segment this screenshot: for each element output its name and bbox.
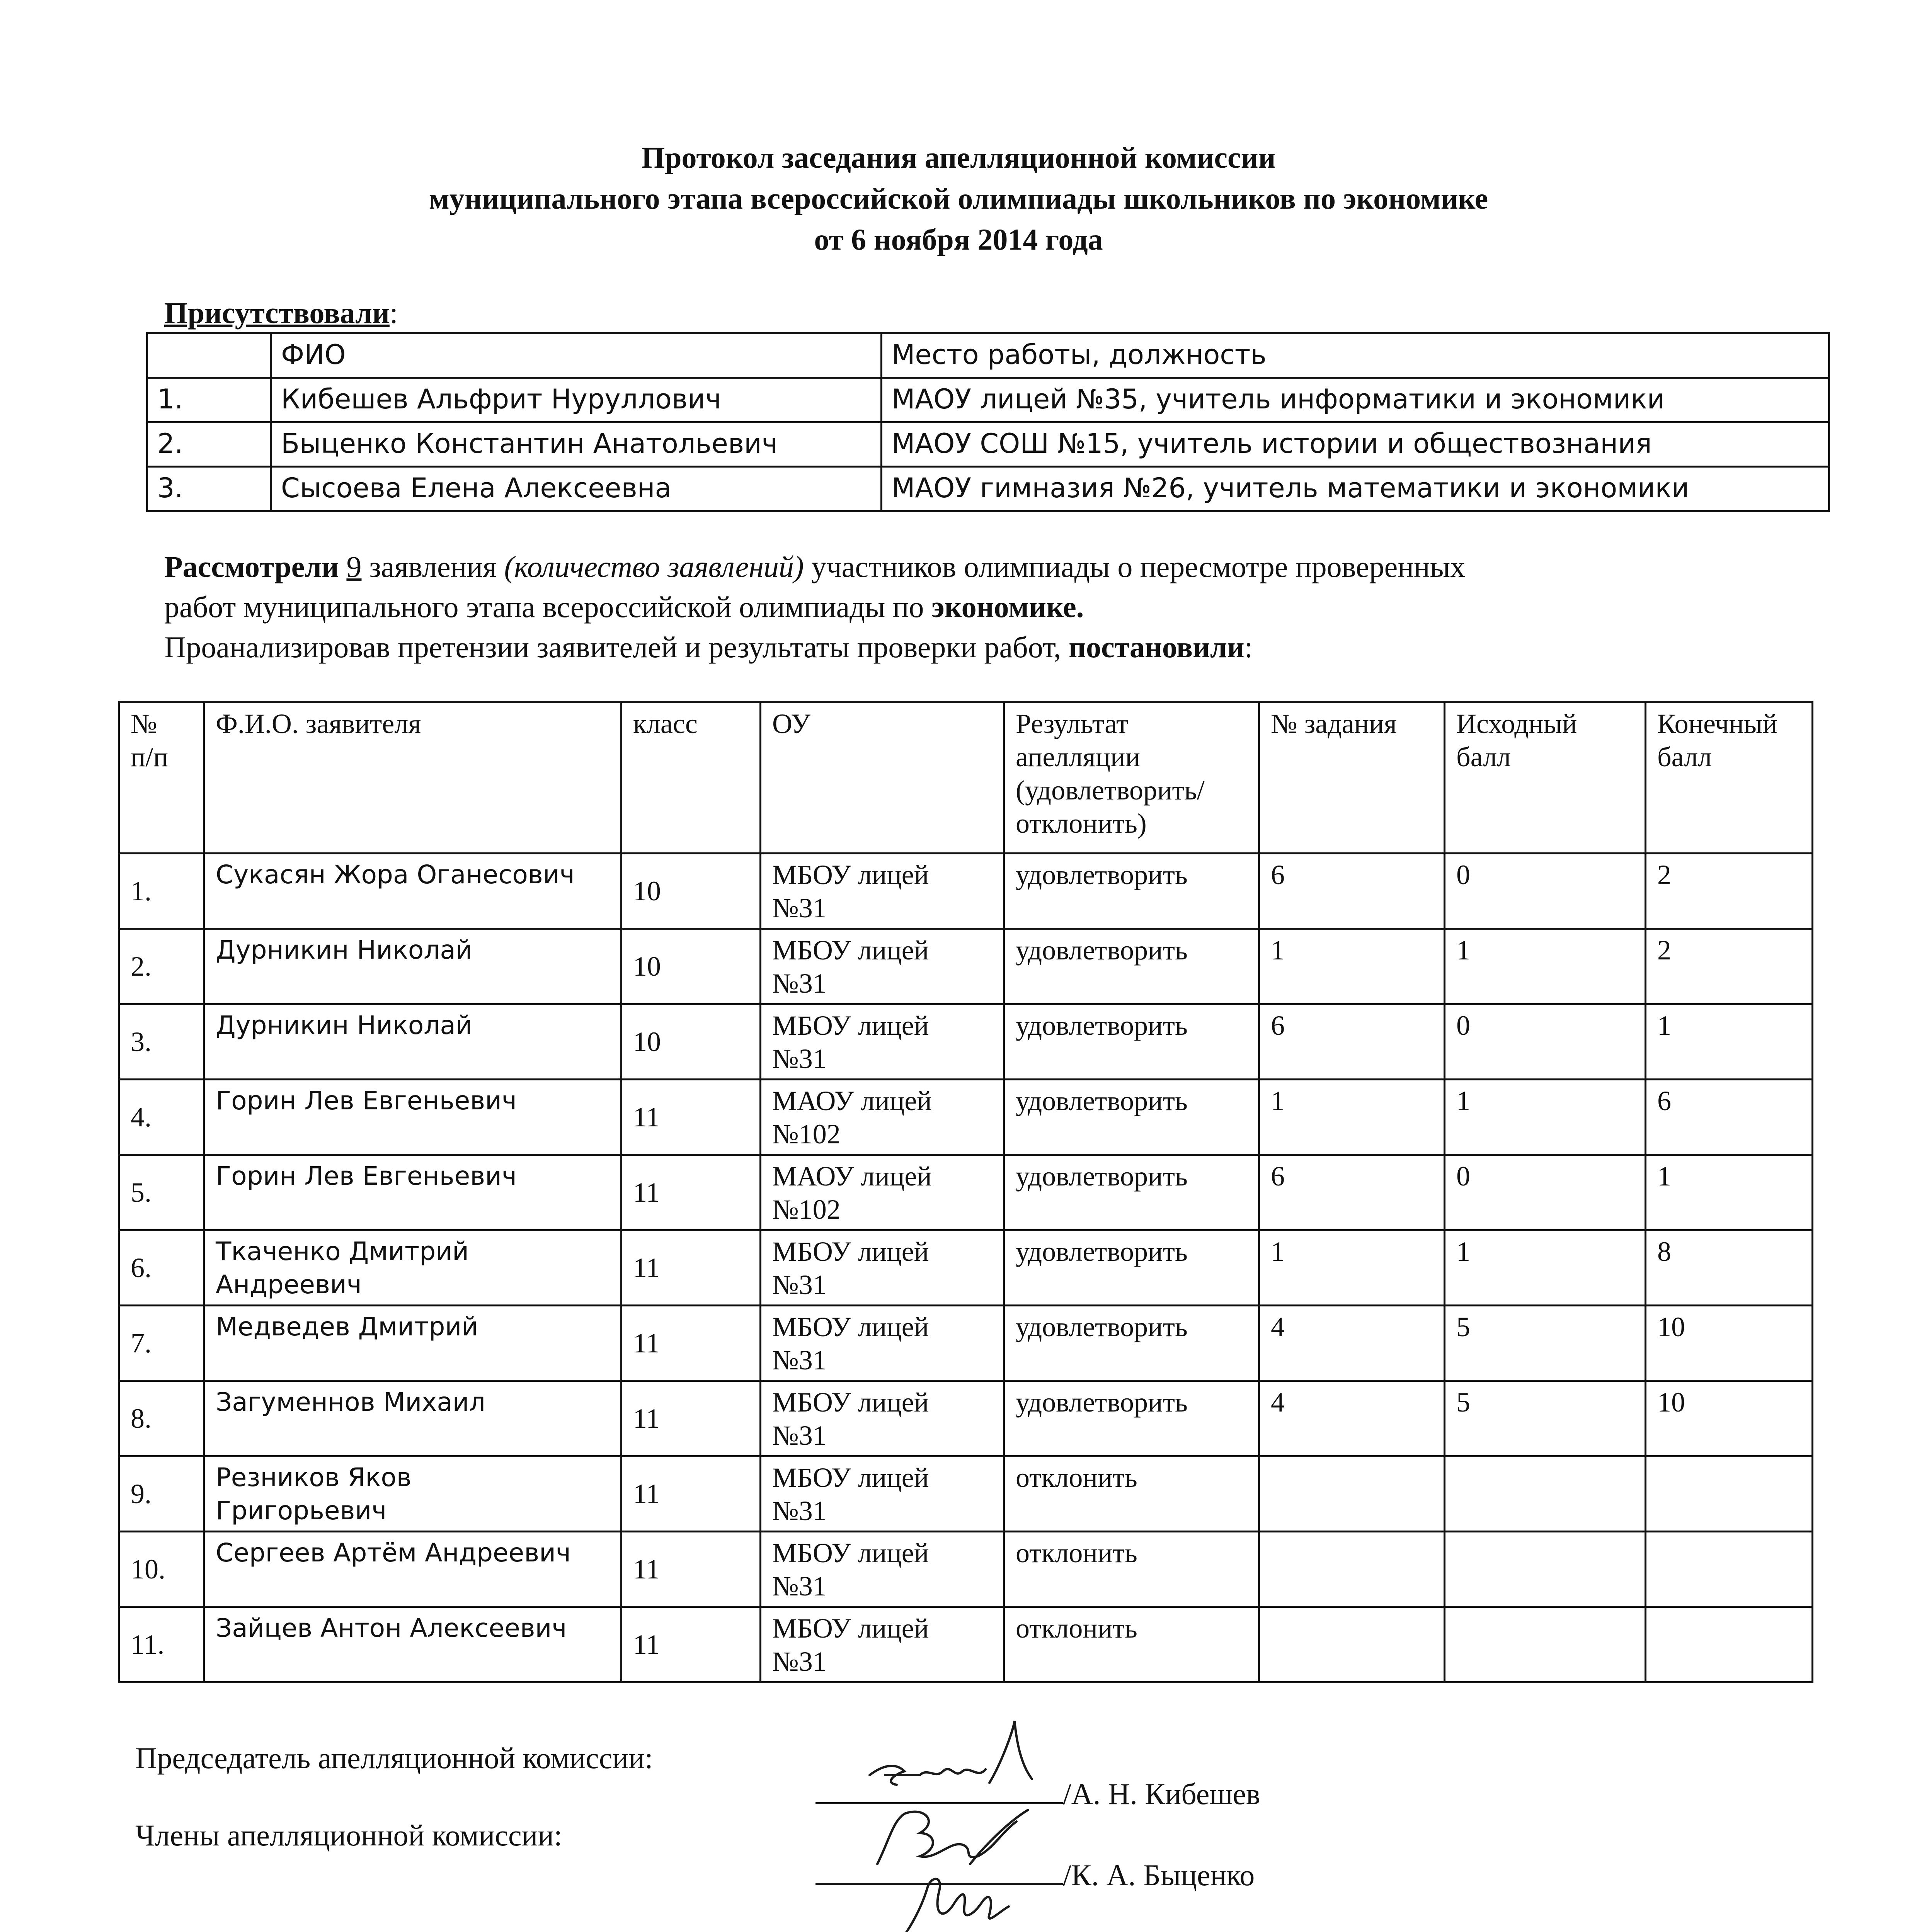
header-text: п/п [131, 742, 169, 772]
row-result [1004, 1607, 1259, 1682]
title-line-2: муниципального этапа всероссийской олимпиады школьников по экономике [429, 182, 1488, 215]
title-line-3: от 6 ноября 2014 года [814, 223, 1103, 256]
row-task-text: 6 [1271, 1161, 1285, 1192]
row-initial-score [1445, 929, 1646, 1004]
row-school-text: МАОУ лицей [772, 1161, 932, 1192]
row-task [1259, 1080, 1445, 1155]
row-num [119, 1080, 204, 1155]
applicant-name [204, 1456, 621, 1532]
applicant-name [204, 1155, 621, 1230]
row-school-text: №31 [772, 1646, 827, 1677]
row-result [1004, 1306, 1259, 1381]
row-initial-score-text: 1 [1456, 1085, 1470, 1116]
row-result [1004, 1080, 1259, 1155]
row-task [1259, 1306, 1445, 1381]
row-task-text: 4 [1271, 1387, 1285, 1418]
applicant-name-text: Сукасян Жора Оганесович [216, 860, 575, 889]
row-grade [621, 1306, 761, 1381]
review-line-3 [164, 627, 1865, 667]
row-school [761, 1004, 1004, 1080]
member-work: МАОУ лицей №35, учитель информатики и экономики [882, 378, 1829, 422]
row-initial-score [1445, 1532, 1646, 1607]
row-school [761, 854, 1004, 929]
row-initial-score-text: 0 [1456, 1161, 1470, 1192]
col-result-header [1004, 702, 1259, 854]
row-final-score-text: 1 [1657, 1161, 1671, 1192]
row-initial-score [1445, 1004, 1646, 1080]
attendance-label-text: Присутствовали [164, 296, 390, 330]
row-grade-text: 11 [633, 1554, 660, 1585]
row-initial-score [1445, 1230, 1646, 1306]
applicant-name-text: Андреевич [216, 1270, 362, 1299]
row-result [1004, 1155, 1259, 1230]
applicant-name [204, 1306, 621, 1381]
row-school-text: №31 [772, 893, 827, 923]
applicant-name-text: Дурникин Николай [216, 1010, 472, 1040]
row-num-text: 10. [131, 1554, 165, 1585]
row-school-text: №102 [772, 1119, 841, 1150]
row-result-text: удовлетворить [1016, 1236, 1188, 1267]
row-result [1004, 929, 1259, 1004]
row-school-text: МБОУ лицей [772, 1462, 929, 1493]
row-initial-score-text: 1 [1456, 935, 1470, 966]
table-row [119, 1607, 1813, 1682]
table-row [119, 1080, 1813, 1155]
col-task-header: № задания [1259, 702, 1445, 854]
row-school-text: №31 [772, 1420, 827, 1451]
col-final-header [1646, 702, 1813, 854]
row-school-text: №31 [772, 1269, 827, 1300]
applicant-name [204, 1607, 621, 1682]
row-num-text: 11. [131, 1629, 165, 1660]
row-school [761, 1607, 1004, 1682]
row-num [119, 1306, 204, 1381]
row-num-text: 8. [131, 1403, 152, 1434]
header-text: Результат [1016, 708, 1129, 739]
members-row [147, 378, 1829, 422]
row-grade [621, 1456, 761, 1532]
applications-count: 9 [346, 550, 362, 583]
applicant-name-text: Сергеев Артём Андреевич [216, 1538, 571, 1568]
row-school [761, 929, 1004, 1004]
table-row [119, 1306, 1813, 1381]
row-task [1259, 1155, 1445, 1230]
table-row [119, 1532, 1813, 1607]
member-name: Кибешев Альфрит Нуруллович [271, 378, 882, 422]
row-num-text: 7. [131, 1328, 152, 1359]
attendance-label [164, 294, 398, 332]
table-row [119, 854, 1813, 929]
review-bold: Рассмотрели [164, 550, 339, 583]
header-text: балл [1657, 742, 1712, 772]
row-grade-text: 11 [633, 1252, 660, 1283]
row-final-score-text: 6 [1657, 1085, 1671, 1116]
row-result [1004, 854, 1259, 929]
applicant-name-text: Медведев Дмитрий [216, 1312, 478, 1342]
results-body [119, 854, 1813, 1682]
row-result [1004, 1004, 1259, 1080]
row-final-score [1646, 1532, 1813, 1607]
review-text: Проанализировав претензии заявителей и результаты проверки работ, [164, 630, 1069, 664]
row-final-score [1646, 1306, 1813, 1381]
row-num-text: 3. [131, 1026, 152, 1057]
row-initial-score-text: 1 [1456, 1236, 1470, 1267]
row-final-score [1646, 1080, 1813, 1155]
applicant-name [204, 1532, 621, 1607]
table-row [119, 1155, 1813, 1230]
row-initial-score [1445, 1306, 1646, 1381]
row-final-score-text: 2 [1657, 935, 1671, 966]
header-text: Исходный [1456, 708, 1577, 739]
row-grade-text: 11 [633, 1177, 660, 1208]
row-school [761, 1155, 1004, 1230]
decision-word: постановили [1069, 630, 1245, 664]
row-initial-score [1445, 1080, 1646, 1155]
row-grade [621, 1381, 761, 1456]
member2-signature [862, 1868, 1063, 1932]
row-initial-score [1445, 1456, 1646, 1532]
row-result-text: удовлетворить [1016, 1010, 1188, 1041]
applicant-name [204, 929, 621, 1004]
row-num [119, 1230, 204, 1306]
row-task [1259, 1607, 1445, 1682]
row-num [119, 1607, 204, 1682]
row-grade-text: 10 [633, 951, 661, 982]
row-school-text: МБОУ лицей [772, 1311, 929, 1342]
row-result-text: удовлетворить [1016, 1311, 1188, 1342]
row-result-text: отклонить [1016, 1537, 1137, 1568]
row-num [119, 1456, 204, 1532]
row-school-text: МБОУ лицей [772, 935, 929, 966]
row-result [1004, 1456, 1259, 1532]
row-result-text: удовлетворить [1016, 1085, 1188, 1116]
row-school [761, 1532, 1004, 1607]
row-school-text: МБОУ лицей [772, 1010, 929, 1041]
row-result-text: удовлетворить [1016, 935, 1188, 966]
row-num-text: 4. [131, 1102, 152, 1133]
applicant-name-text: Ткаченко Дмитрий [216, 1236, 469, 1266]
row-final-score [1646, 1381, 1813, 1456]
applicant-name [204, 1230, 621, 1306]
applicant-name-text: Резников Яков [216, 1463, 412, 1492]
col-school-header: ОУ [761, 702, 1004, 854]
row-num-text: 6. [131, 1252, 152, 1283]
review-text: заявления [361, 550, 504, 583]
row-final-score [1646, 1456, 1813, 1532]
row-initial-score-text: 0 [1456, 859, 1470, 890]
row-grade [621, 1155, 761, 1230]
members-row [147, 422, 1829, 467]
row-final-score-text: 2 [1657, 859, 1671, 890]
table-row [119, 1230, 1813, 1306]
col-name-header: Ф.И.О. заявителя [204, 702, 621, 854]
row-final-score [1646, 929, 1813, 1004]
header-text: № [131, 708, 157, 739]
row-school-text: МБОУ лицей [772, 1537, 929, 1568]
row-school-text: №31 [772, 1571, 827, 1602]
row-result-text: удовлетворить [1016, 1161, 1188, 1192]
applicant-name-text: Горин Лев Евгеньевич [216, 1086, 517, 1116]
applicant-name [204, 1381, 621, 1456]
row-grade-text: 11 [633, 1478, 660, 1509]
table-row [119, 929, 1813, 1004]
row-task-text: 1 [1271, 1236, 1285, 1267]
row-initial-score [1445, 854, 1646, 929]
row-result [1004, 1381, 1259, 1456]
row-school-text: МБОУ лицей [772, 859, 929, 890]
row-initial-score-text: 5 [1456, 1387, 1470, 1418]
header-text: Конечный [1657, 708, 1777, 739]
members-label: Члены апелляционной комиссии: [135, 1818, 562, 1852]
col-num-header [119, 702, 204, 854]
member-num: 2. [147, 422, 271, 467]
row-school [761, 1381, 1004, 1456]
row-grade [621, 1532, 761, 1607]
subject-name: экономике. [931, 590, 1084, 624]
row-school [761, 1080, 1004, 1155]
row-result-text: отклонить [1016, 1613, 1137, 1644]
header-text: апелляции [1016, 742, 1141, 772]
row-final-score [1646, 1230, 1813, 1306]
row-final-score-text: 1 [1657, 1010, 1671, 1041]
row-num-text: 1. [131, 876, 152, 906]
chair-signature [862, 1717, 1063, 1806]
row-task-text: 4 [1271, 1311, 1285, 1342]
row-final-score [1646, 1607, 1813, 1682]
row-school [761, 1456, 1004, 1532]
table-row [119, 1004, 1813, 1080]
row-grade-text: 11 [633, 1328, 660, 1359]
member-num: 3. [147, 467, 271, 511]
row-num [119, 929, 204, 1004]
row-task [1259, 929, 1445, 1004]
row-grade [621, 929, 761, 1004]
row-result [1004, 1230, 1259, 1306]
row-school-text: №31 [772, 1495, 827, 1526]
review-line-1 [164, 547, 1865, 587]
row-grade-text: 10 [633, 1026, 661, 1057]
row-task-text: 1 [1271, 935, 1285, 966]
row-final-score [1646, 1155, 1813, 1230]
header-text: балл [1456, 742, 1511, 772]
row-school-text: МБОУ лицей [772, 1613, 929, 1644]
row-result [1004, 1532, 1259, 1607]
header-text: (удовлетворить/ [1016, 775, 1205, 806]
review-italic: (количество заявлений) [504, 550, 804, 583]
member-work: МАОУ СОШ №15, учитель истории и обществознания [882, 422, 1829, 467]
row-task-text: 6 [1271, 1010, 1285, 1041]
attendance-label-colon: : [389, 296, 398, 330]
row-grade [621, 1607, 761, 1682]
review-colon: : [1244, 630, 1253, 664]
row-school-text: №102 [772, 1194, 841, 1225]
row-school [761, 1230, 1004, 1306]
row-task [1259, 1381, 1445, 1456]
commission-members-table [146, 332, 1830, 512]
applicant-name [204, 854, 621, 929]
row-num [119, 1155, 204, 1230]
members-col-num [147, 333, 271, 378]
applicant-name-text: Зайцев Антон Алексеевич [216, 1613, 567, 1643]
row-grade-text: 10 [633, 876, 661, 906]
chair-label: Председатель апелляционной комиссии: [135, 1741, 653, 1775]
row-grade [621, 1080, 761, 1155]
row-task [1259, 1230, 1445, 1306]
member-name: Быценко Константин Анатольевич [271, 422, 882, 467]
row-grade [621, 1230, 761, 1306]
row-num [119, 854, 204, 929]
chair-name: /А. Н. Кибешев [1063, 1777, 1260, 1811]
applicant-name-text: Загуменнов Михаил [216, 1387, 485, 1417]
col-initial-header [1445, 702, 1646, 854]
row-num [119, 1004, 204, 1080]
applicant-name [204, 1080, 621, 1155]
results-header-row [119, 702, 1813, 854]
row-final-score-text: 10 [1657, 1311, 1685, 1342]
row-num-text: 9. [131, 1478, 152, 1509]
row-initial-score-text: 0 [1456, 1010, 1470, 1041]
table-row [119, 1456, 1813, 1532]
members-col-work: Место работы, должность [882, 333, 1829, 378]
col-grade-header: класс [621, 702, 761, 854]
table-row [119, 1381, 1813, 1456]
row-grade [621, 854, 761, 929]
member-num: 1. [147, 378, 271, 422]
row-final-score [1646, 1004, 1813, 1080]
review-text: участников олимпиады о пересмотре проверенных [804, 550, 1466, 583]
applicant-name [204, 1004, 621, 1080]
member1-name: /К. А. Быценко [1063, 1858, 1255, 1892]
review-line-2 [164, 587, 1865, 627]
review-paragraph [164, 547, 1865, 667]
row-grade-text: 11 [633, 1102, 660, 1133]
row-grade [621, 1004, 761, 1080]
row-num [119, 1532, 204, 1607]
members-row [147, 467, 1829, 511]
members-col-name: ФИО [271, 333, 882, 378]
row-num-text: 5. [131, 1177, 152, 1208]
applicant-name-text: Григорьевич [216, 1496, 387, 1526]
row-school-text: №31 [772, 1345, 827, 1376]
row-school-text: МБОУ лицей [772, 1236, 929, 1267]
row-school-text: №31 [772, 968, 827, 999]
review-text: работ муниципального этапа всероссийской олимпиады по [164, 590, 931, 624]
row-initial-score [1445, 1607, 1646, 1682]
members-header-row [147, 333, 1829, 378]
title-line-1: Протокол заседания апелляционной комиссии [641, 141, 1276, 174]
row-task [1259, 1004, 1445, 1080]
row-grade-text: 11 [633, 1403, 660, 1434]
row-result-text: удовлетворить [1016, 1387, 1188, 1418]
row-school-text: МБОУ лицей [772, 1387, 929, 1418]
row-initial-score-text: 5 [1456, 1311, 1470, 1342]
applicant-name-text: Горин Лев Евгеньевич [216, 1161, 517, 1191]
document-title [0, 137, 1917, 260]
row-task-text: 6 [1271, 859, 1285, 890]
member-work: МАОУ гимназия №26, учитель математики и экономики [882, 467, 1829, 511]
row-num-text: 2. [131, 951, 152, 982]
header-text: отклонить) [1016, 808, 1147, 839]
row-task [1259, 1532, 1445, 1607]
row-initial-score [1445, 1381, 1646, 1456]
row-task [1259, 1456, 1445, 1532]
row-result-text: отклонить [1016, 1462, 1137, 1493]
row-school-text: №31 [772, 1043, 827, 1074]
row-result-text: удовлетворить [1016, 859, 1188, 890]
row-school [761, 1306, 1004, 1381]
row-initial-score [1445, 1155, 1646, 1230]
row-task-text: 1 [1271, 1085, 1285, 1116]
row-grade-text: 11 [633, 1629, 660, 1660]
row-school-text: МАОУ лицей [772, 1085, 932, 1116]
row-final-score-text: 8 [1657, 1236, 1671, 1267]
member-name: Сысоева Елена Алексеевна [271, 467, 882, 511]
applicant-name-text: Дурникин Николай [216, 935, 472, 965]
row-num [119, 1381, 204, 1456]
row-final-score-text: 10 [1657, 1387, 1685, 1418]
appeal-results-table [118, 701, 1813, 1683]
row-task [1259, 854, 1445, 929]
row-final-score [1646, 854, 1813, 929]
